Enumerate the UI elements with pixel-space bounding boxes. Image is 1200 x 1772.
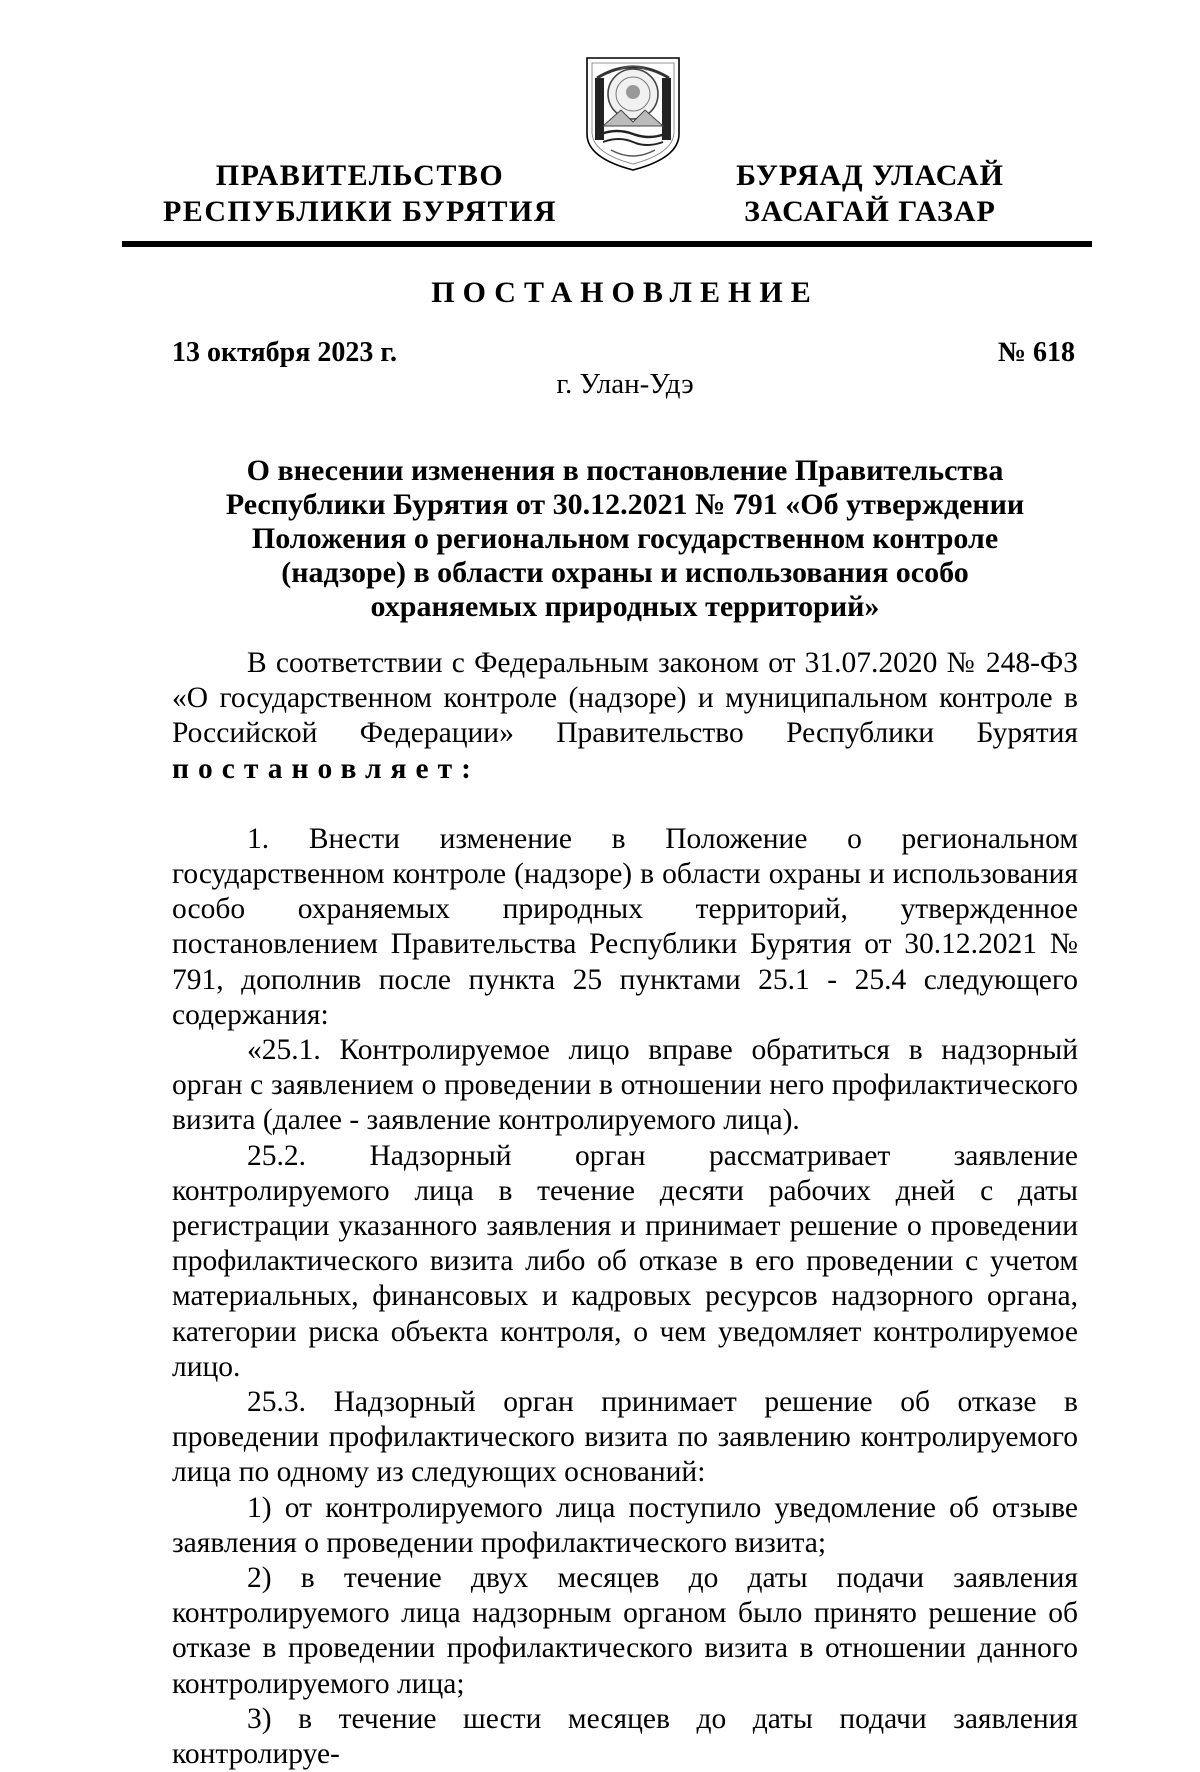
title-line-2: Республики Бурятия от 30.12.2021 № 791 «Об утверждении: [225, 488, 1025, 521]
preamble-paragraph: [172, 646, 1078, 787]
paragraph-25-1: «25.1. Контролируемое лицо вправе обратиться в надзорный орган с заявлением о проведении в отношении него профилактического визита (далее - заявление контролируемого лица).: [172, 1034, 1078, 1137]
coat-of-arms-emblem: [583, 52, 683, 174]
title-line-4: (надзоре) в области охраны и использования особо: [281, 556, 969, 589]
header-left-line-1: ПРАВИТЕЛЬСТВО: [215, 159, 505, 192]
preamble-text: В соответствии с Федеральным законом от 31.07.2020 № 248-ФЗ «О государственном контроле (надзоре) и муниципальном контроле в Российской Федерации» Правительство Республики Бурятия: [172, 647, 1078, 750]
title-line-5: охраняемых природных территорий»: [370, 590, 880, 623]
header-right-buryat: [705, 158, 1035, 230]
subitem-2: 2) в течение двух месяцев до даты подачи заявления контролируемого лица надзорным органом было принято решение об отказе в проведении профилактического визита в отношении данного контролируемого лица;: [172, 1562, 1078, 1700]
title-line-3: Положения о региональном государственном контроле: [251, 522, 999, 555]
title-line-1: О внесении изменения в постановление Правительства: [246, 454, 1004, 487]
document-city: г. Улан-Удэ: [556, 368, 694, 400]
subitem-3: 3) в течение шести месяцев до даты подачи заявления контролируе-: [172, 1702, 1078, 1771]
header-left-line-2: РЕСПУБЛИКИ БУРЯТИЯ: [162, 195, 558, 228]
header-right-line-1: БУРЯАД УЛАСАЙ: [736, 159, 1004, 192]
document-title: [200, 454, 1050, 624]
header-left-russian: [160, 158, 560, 230]
document-number: № 618: [997, 337, 1075, 368]
document-date: 13 октября 2023 г.: [172, 337, 397, 368]
resolves-word: постановляет:: [172, 752, 480, 785]
document-type: ПОСТАНОВЛЕНИЕ: [431, 276, 819, 309]
document-body: [172, 646, 1078, 1772]
header-right-line-2: ЗАСАГАЙ ГАЗАР: [744, 195, 996, 228]
subitem-1: 1) от контролируемого лица поступило уведомление об отзыве заявления о проведении профилактического визита;: [172, 1491, 1078, 1559]
paragraph-25-2: 25.2. Надзорный орган рассматривает заявление контролируемого лица в течение десяти рабочих дней с даты регистрации указанного заявления и принимает решение о проведении профилактического визита либо об отказе в его проведении с учетом материальных, финансовых и кадровых ресурсов надзорного органа, категории риска объекта контроля, о чем уведомляет контролируемое лицо.: [172, 1139, 1078, 1383]
paragraph-25-3: 25.3. Надзорный орган принимает решение об отказе в проведении профилактического визита по заявлению контролируемого лица по одному из следующих оснований:: [172, 1386, 1078, 1489]
header-divider: [122, 241, 1092, 247]
paragraph-1: 1. Внести изменение в Положение о региональном государственном контроле (надзоре) в области охраны и использования особо охраняемых природных территорий, утвержденное постановлением Правительства Республики Бурятия от 30.12.2021 № 791, дополнив после пункта 25 пунктами 25.1 - 25.4 следующего содержания:: [172, 822, 1078, 1031]
